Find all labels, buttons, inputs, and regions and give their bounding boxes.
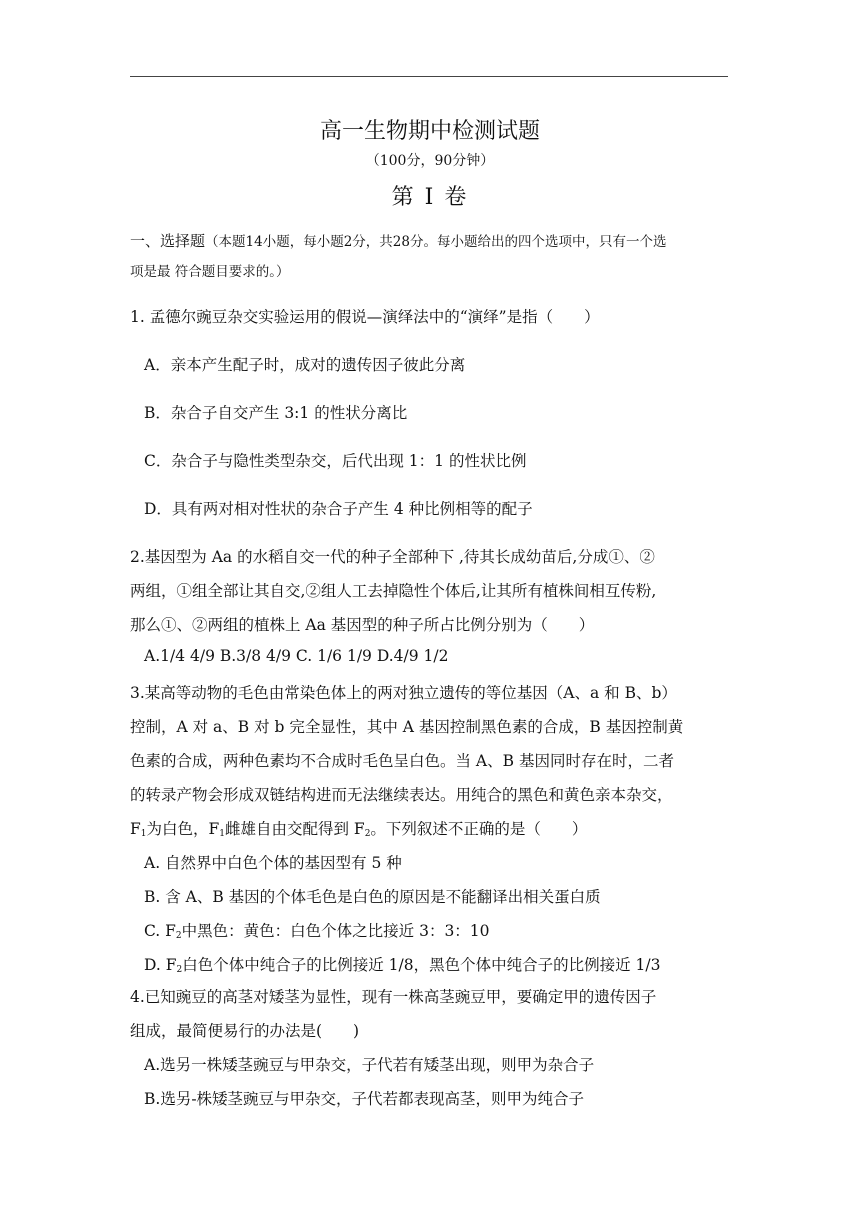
option-d: D．具有两对相对性状的杂合子产生 4 种比例相等的配子 <box>144 500 533 518</box>
question-line: 组成，最简便易行的办法是( ) <box>130 1022 360 1040</box>
option-c: C．杂合子与隐性类型杂交，后代出现 1：1 的性状比例 <box>144 452 527 470</box>
option-d <box>130 948 735 982</box>
question-line: 控制，A 对 a、B 对 b 完全显性，其中 A 基因控制黑色素的合成，B 基因控制黄 <box>130 718 684 736</box>
text-run: 为白色，F <box>146 820 220 838</box>
question-line: 那么①、②两组的植株上 Aa 基因型的种子所占比例分别为（ ） <box>130 616 595 634</box>
answer-options: A.1/4 4/9 B.3/8 4/9 C. 1/6 1/9 D.4/9 1/2 <box>144 647 449 665</box>
question-line: 的转录产物会形成双链结构进而无法继续表达。用纯合的黑色和黄色亲本杂交， <box>130 786 673 804</box>
subscript: 2 <box>176 965 183 975</box>
option-a: A. 自然界中白色个体的基因型有 5 种 <box>144 854 402 872</box>
option-a: A．亲本产生配子时，成对的遗传因子彼此分离 <box>144 356 466 374</box>
question-line <box>130 812 735 846</box>
option-a: A.选另一株矮茎豌豆与甲杂交，子代若有矮茎出现，则甲为杂合子 <box>144 1056 595 1074</box>
section-note-line1: （本题14小题，每小题2分，共28分。每小题给出的四个选项中，只有一个选 <box>205 234 667 250</box>
subscript: 2 <box>364 829 371 839</box>
question-line: 2.基因型为 Aa 的水稻自交一代的种子全部种下 ,待其长成幼苗后,分成①、② <box>130 548 655 566</box>
question-3 <box>130 676 735 982</box>
question-1 <box>130 302 735 518</box>
option-c <box>130 914 735 948</box>
question-line: 4.已知豌豆的高茎对矮茎为显性，现有一株高茎豌豆甲，要确定甲的遗传因子 <box>130 988 657 1006</box>
text-run: 雌雄自由交配得到 F <box>225 820 365 838</box>
text-run: C. F <box>144 922 176 940</box>
text-run: 中黑色：黄色：白色个体之比接近 3：3：10 <box>181 922 490 940</box>
question-line: 色素的合成，两种色素均不合成时毛色呈白色。当 A、B 基因同时存在时，二者 <box>130 752 674 770</box>
option-b: B. 含 A、B 基因的个体毛色是白色的原因是不能翻译出相关蛋白质 <box>144 888 601 906</box>
question-4 <box>130 980 735 1116</box>
text-run: 。下列叙述不正确的是（ ） <box>370 820 588 838</box>
exam-info: （100分，90分钟） <box>365 153 495 169</box>
subscript: 2 <box>175 931 182 941</box>
volume-heading: 第 I 卷 <box>391 185 469 210</box>
question-line: 3.某高等动物的毛色由常染色体上的两对独立遗传的等位基因（A、a 和 B、b） <box>130 684 677 702</box>
f1-symbol: F <box>130 820 141 838</box>
section-instructions <box>130 226 735 287</box>
question-stem: 1. 孟德尔豌豆杂交实验运用的假说—演绎法中的“演绎”是指（ ） <box>130 308 600 326</box>
question-line: 两组，①组全部让其自交,②组人工去掉隐性个体后,让其所有植株间相互传粉, <box>130 582 657 600</box>
option-b: B.选另-株矮茎豌豆与甲杂交，子代若都表现高茎，则甲为纯合子 <box>144 1090 585 1108</box>
section-heading: 一、选择题 <box>130 232 206 250</box>
text-run: D. F <box>144 956 177 974</box>
header-rule <box>130 76 728 77</box>
option-b: B．杂合子自交产生 3:1 的性状分离比 <box>144 404 408 422</box>
subscript: 1 <box>140 829 147 839</box>
page-title: 高一生物期中检测试题 <box>319 119 540 144</box>
subscript: 1 <box>219 829 225 839</box>
text-run: 白色个体中纯合子的比例接近 1/8，黑色个体中纯合子的比例接近 1/3 <box>182 956 661 974</box>
section-note-line2: 项是最 符合题目要求的。） <box>130 264 290 280</box>
question-2 <box>130 540 735 670</box>
